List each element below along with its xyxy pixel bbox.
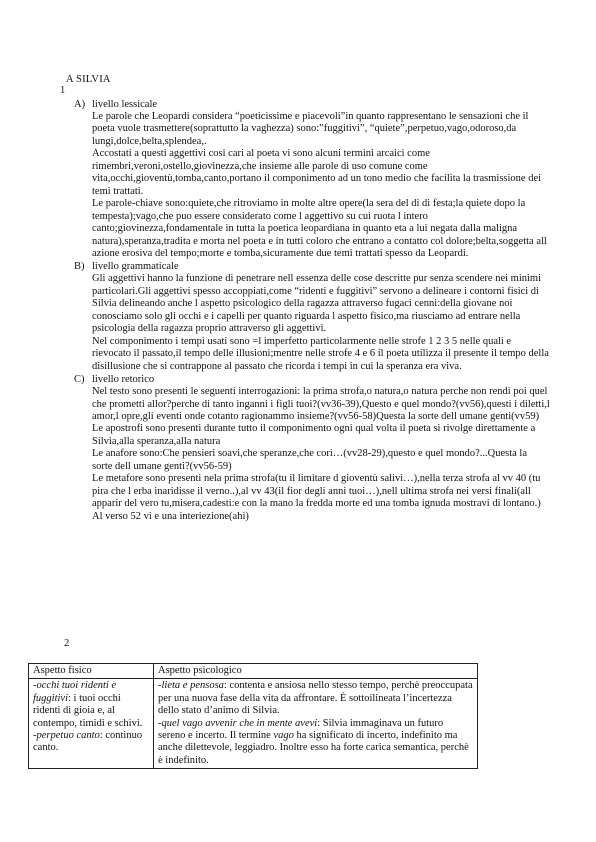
section-body (92, 273, 550, 373)
gloss-perpetuo: : continuo canto. (33, 730, 143, 754)
paragraph: Le apostrofi sono presenti durante tutto il componimento ogni qual volta il poeta si rivolge direttamente a Silvia,alla speranza,alla natura (92, 423, 536, 447)
gloss-occhi: : i tuoi occhi ridenti di gioia e, al contempo, timidi e schivi. (33, 692, 143, 729)
section-lessicale (74, 98, 552, 260)
paragraph: Accostati a questi aggettivi cosi cari al poeta vi sono alcuni termini arcaici come rimembri,veroni,ostello,giovinezza,che insieme alle parole di uso comune come vita,occhi,gioventù,tomba,canto,portano il componimento ad un tono medio che facilita la trasmissione dei temi trattati. (92, 148, 542, 197)
table-header-row (29, 664, 478, 679)
list-number-1: 1 (60, 85, 66, 96)
paragraph: Nel componimento i tempi usati sono =l imperfetto particolarmente nelle strofe 1 2 3 5 nelle quali e rievocato il passato,il tempo delle illusioni;mentre nelle strofe 4 e 6 il poeta utilizza il presente il tempo della disillusione che si contrappone al passato che ricorda i tempi in cui la speranza era viva. (92, 335, 549, 372)
paragraph: Le parole-chiave sono:quiete,che ritroviamo in molte altre opere(la sera del di di festa;la quiete dopo la tempesta);vago,che puo essere considerato come l aggettivo su cui ruota l intero canto;giovinezza,fondamentale in tutta la poetica leopardiana in quanto eta a lui negata dalla maligna natura),speranza,tradita e morta nel poeta e in tutti coloro che entrano a contatto col dolore;belta,soggetta all azione erosiva del tempo;morte e tomba,sicuramente due temi trattati spesso da Leopardi. (92, 198, 547, 259)
gloss-vago-avvenir: : Silvia immaginava un futuro sereno e incerto. Il termine (158, 717, 444, 742)
paragraph: Nel testo sono presenti le seguenti interrogazioni: la prima strofa,o natura,o natura perche non rendi poi quel che prometti allor?perche di tanto inganni i figli tuoi?(vv36-39),Questo e quel mondo?(vv56),questi i diletti,l amor,l opre,gli eventi onde cotanto ragionammo insieme?(vv56-58)Questa la sorte dell umane genti(vv59) (92, 386, 550, 422)
section-heading (74, 98, 552, 111)
section-title: livello retorico (92, 374, 155, 386)
list-number-2: 2 (64, 638, 70, 649)
section-grammaticale (74, 260, 552, 373)
table-row (29, 679, 478, 769)
term-vago: vago (273, 730, 294, 742)
cell-aspetto-psicologico (154, 679, 478, 769)
paragraph: Le parole che Leopardi considera “poeticissime e piacevoli”in quanto rappresentano le sensazioni che il poeta vuole trasmettere(soprattutto la vaghezza) sono:”fuggitivi”, “quiete”,perpetuo,vago,odoroso,da lungi,dolce,belta,splendea,. (92, 111, 529, 147)
paragraph: Le metafore sono presenti nela prima strofa(tu il limitare d gioventù salivi…),nella terza strofa al vv 40 (tu pira che l erba inaridisse il verno..),al vv 43(il fior degli anni tuoi…),nell ultima strofa nei versi finali(all apparir del vero tu,misera,cadesti:e con la mano la fredda morte ed una tomba ignuda mostravi di lontano.) (92, 473, 541, 510)
sections-list (74, 98, 552, 523)
section-heading (74, 373, 552, 386)
section-body (92, 386, 550, 523)
gloss-lieta: : contenta e ansiosa nello stesso tempo, perchè preoccupata per una nuova fase della vita da affrontare. È sottoilineata l’incertezza dello stato d’animo di Silvia. (158, 680, 473, 717)
paragraph: Gli aggettivi hanno la funzione di penetrare nell essenza delle cose descritte pur senza scendere nei minimi particolari.Gli aggettivi spesso accoppiati,come “ridenti e fuggitivi” servono a delineare i contorni fisici di Silvia delineando anche l aspetto psicologico della ragazza attraverso fugaci cenni:della giovane noi conosciamo solo gli occhi e i capelli per quanto riguarda l aspetto fisico,ma riusciamo ad entrare nella psicologia della ragazza proprio attraverso gli aggettivi. (92, 273, 541, 335)
quote-occhi: -occhi tuoi ridenti e fuggitivi (33, 680, 117, 704)
cell-aspetto-fisico (29, 679, 154, 769)
paragraph: Al verso 52 vi e una interiezione(ahi) (92, 510, 249, 522)
aspects-table (28, 663, 478, 769)
header-aspetto-fisico: Aspetto fisico (29, 664, 154, 679)
quote-lieta: -lieta e pensosa (158, 680, 224, 692)
section-letter: B) (74, 261, 85, 273)
gloss-vago: ha significato di incerto, indefinito ma anche dilettevole, leggiadro. Inoltre esso ha forte carica semantica, perchè è indefinito. (158, 730, 469, 766)
section-letter: A) (74, 99, 86, 110)
quote-vago-avvenir: -quel vago avvenir che in mente avevi (158, 717, 318, 729)
section-body (92, 111, 550, 260)
section-letter: C) (74, 374, 85, 386)
document-title: A SILVIA (66, 74, 111, 85)
header-aspetto-psicologico: Aspetto psicologico (154, 664, 478, 679)
section-retorico (74, 373, 552, 523)
section-title: livello lessicale (92, 99, 158, 110)
paragraph: Le anafore sono:Che pensieri soavi,che speranze,che cori…(vv28-29),questo e quel mondo?...Questa la sorte dell umane genti?(vv56-59) (92, 448, 528, 472)
quote-perpetuo: -perpetuo canto (33, 730, 100, 742)
section-title: livello grammaticale (92, 261, 179, 273)
section-heading (74, 260, 552, 273)
